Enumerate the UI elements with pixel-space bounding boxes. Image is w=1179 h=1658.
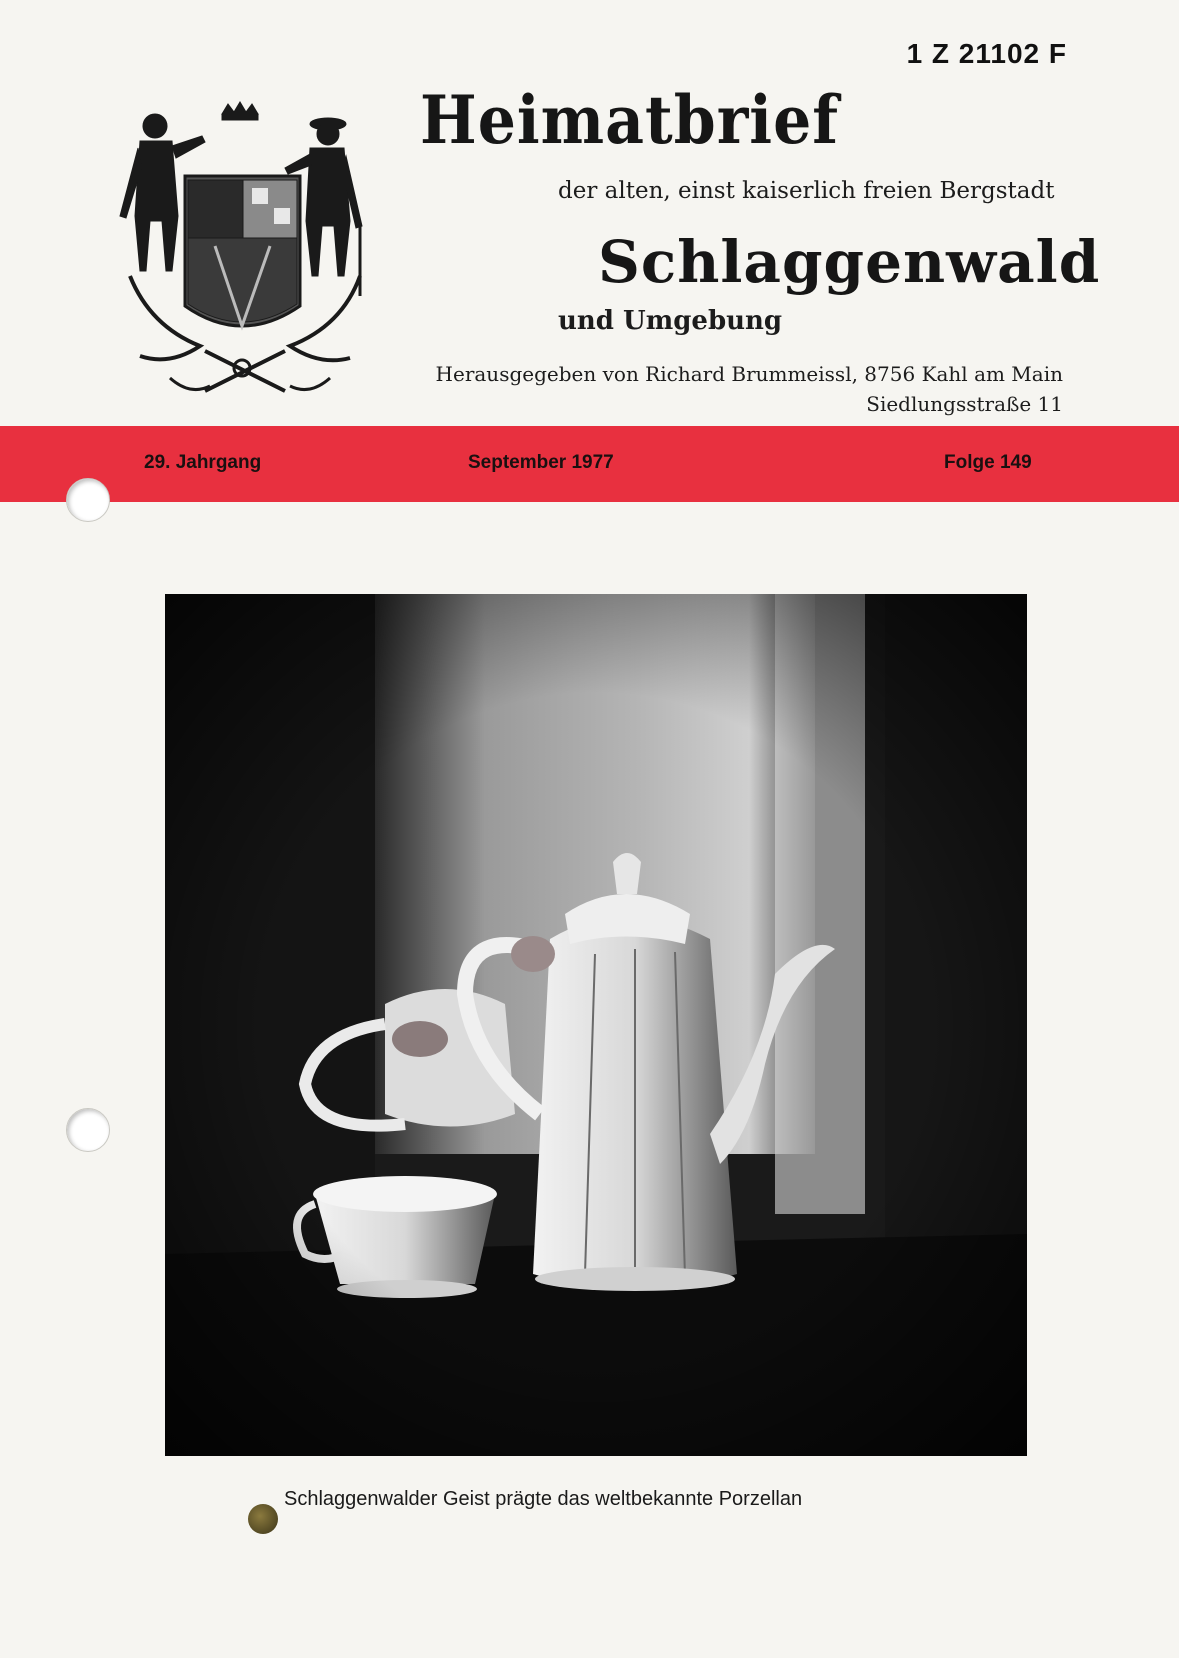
masthead-region: und Umgebung <box>558 306 783 336</box>
issue-band <box>0 426 1179 502</box>
porcelain-photo-icon <box>165 594 1027 1456</box>
date-label: September 1977 <box>468 452 614 473</box>
volume-label: 29. Jahrgang <box>144 452 262 473</box>
masthead-subtitle: der alten, einst kaiserlich freien Bergstadt <box>558 178 1055 204</box>
cover-photo <box>165 594 1027 1456</box>
masthead-title: Heimatbrief <box>420 82 840 160</box>
publisher-line: Herausgegeben von Richard Brummeissl, 8756 Kahl am Main <box>435 362 1063 386</box>
issue-code: 1 Z 21102 F <box>906 38 1067 69</box>
issue-label: Folge 149 <box>944 452 1032 473</box>
stain-mark <box>248 1504 278 1534</box>
punch-hole-icon <box>66 1108 110 1152</box>
masthead-town: Schlaggenwald <box>598 228 1101 296</box>
coat-of-arms-icon <box>110 96 390 416</box>
publisher-street: Siedlungsstraße 11 <box>866 392 1063 416</box>
photo-caption: Schlaggenwalder Geist prägte das weltbekannte Porzellan <box>284 1488 803 1510</box>
punch-hole-icon <box>66 478 110 522</box>
